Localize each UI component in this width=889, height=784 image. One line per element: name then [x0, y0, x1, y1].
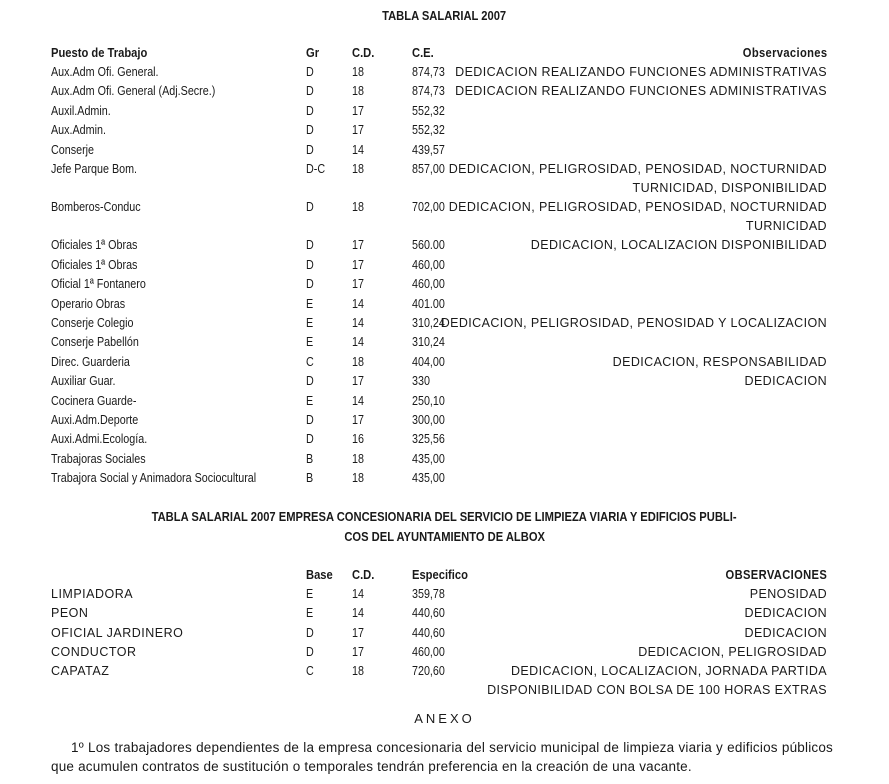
- cell-observaciones: DEDICACION REALIZANDO FUNCIONES ADMINISTRATIVAS: [455, 65, 827, 79]
- cell-puesto: CAPATAZ: [51, 664, 110, 679]
- cell-cd: 18: [352, 471, 364, 486]
- cell-observaciones: DEDICACION: [744, 374, 827, 389]
- table1-title: TABLA SALARIAL 2007: [382, 8, 507, 23]
- cell-grupo: D: [306, 413, 314, 427]
- cell-importe: 310,24: [412, 335, 445, 350]
- cell-grupo: D: [306, 277, 314, 292]
- cell-importe: 325,56: [412, 432, 445, 447]
- cell-grupo: D: [306, 625, 314, 640]
- cell-importe: 440,60: [412, 606, 445, 621]
- cell-cd: 18: [352, 354, 364, 369]
- cell-grupo: E: [306, 393, 314, 408]
- cell-importe: 330: [412, 374, 430, 389]
- cell-grupo: D: [306, 257, 314, 272]
- header-gr: Gr: [306, 45, 320, 60]
- table2-title-line1: TABLA SALARIAL 2007 EMPRESA CONCESIONARIA DEL SERVICIO DE LIMPIEZA VIARIA Y EDIFICIOS PUBLI-: [152, 509, 737, 524]
- table-row: [0, 200, 889, 234]
- cell-cd: 14: [352, 316, 364, 330]
- table-row: [0, 413, 889, 432]
- cell-grupo: E: [306, 296, 314, 311]
- cell-puesto: Auxi.Admi.Ecología.: [51, 432, 148, 447]
- table-row: [0, 645, 889, 664]
- cell-puesto: Jefe Parque Bom.: [51, 162, 138, 176]
- cell-observaciones: DEDICACION, LOCALIZACION DISPONIBILIDAD: [530, 238, 827, 253]
- table-row: [0, 394, 889, 413]
- cell-observaciones: DEDICACION, PELIGROSIDAD, PENOSIDAD, NOCTURNIDAD: [448, 162, 827, 176]
- cell-importe: 440,60: [412, 625, 445, 640]
- header-puesto: Puesto de Trabajo: [51, 45, 148, 60]
- header-ce: C.E.: [412, 45, 434, 60]
- table-row: [0, 65, 889, 84]
- table-row: [0, 587, 889, 606]
- table-row: [0, 471, 889, 490]
- cell-cd: 17: [352, 103, 364, 118]
- table2-header: [0, 567, 889, 586]
- cell-cd: 18: [352, 200, 364, 215]
- header-cd: C.D.: [352, 567, 375, 582]
- cell-cd: 17: [352, 644, 364, 659]
- cell-observaciones: PENOSIDAD: [749, 587, 827, 601]
- cell-observaciones: DEDICACION REALIZANDO FUNCIONES ADMINISTRATIVAS: [455, 84, 827, 99]
- cell-importe: 874,73: [412, 65, 445, 79]
- cell-grupo: D-C: [306, 162, 326, 176]
- cell-cd: 18: [352, 664, 364, 679]
- cell-puesto: Oficiales 1ª Obras: [51, 238, 138, 253]
- cell-grupo: D: [306, 200, 314, 215]
- cell-puesto: OFICIAL JARDINERO: [51, 625, 184, 640]
- cell-importe: 552,32: [412, 123, 445, 138]
- table-row: [0, 277, 889, 296]
- cell-importe: 435,00: [412, 471, 445, 486]
- table-row: [0, 297, 889, 316]
- cell-importe: 250,10: [412, 393, 445, 408]
- table-row: [0, 316, 889, 335]
- cell-cd: 14: [352, 606, 364, 621]
- cell-observaciones: DEDICACION, LOCALIZACION, JORNADA PARTIDA: [511, 664, 827, 679]
- cell-grupo: D: [306, 142, 314, 157]
- table-row: [0, 432, 889, 451]
- header-especifico: Especifico: [412, 567, 468, 582]
- cell-importe: 300,00: [412, 413, 445, 427]
- header-observaciones: Observaciones: [742, 45, 827, 60]
- cell-puesto: Aux.Adm Ofi. General (Adj.Secre.): [51, 84, 216, 99]
- cell-grupo: B: [306, 471, 314, 486]
- cell-importe: 560.00: [412, 238, 445, 253]
- cell-observaciones: DEDICACION, PELIGROSIDAD, PENOSIDAD, NOCTURNIDAD: [448, 200, 827, 215]
- cell-importe: 359,78: [412, 587, 445, 601]
- cell-cd: 17: [352, 374, 364, 389]
- cell-puesto: Aux.Admin.: [51, 123, 106, 138]
- cell-puesto: Trabajora Social y Animadora Sociocultural: [51, 471, 257, 486]
- cell-importe: 435,00: [412, 451, 445, 466]
- table-row: [0, 84, 889, 103]
- cell-cd: 18: [352, 65, 364, 79]
- cell-observaciones: DEDICACION, PELIGROSIDAD, PENOSIDAD Y LOCALIZACION: [440, 316, 827, 330]
- cell-importe: 460,00: [412, 257, 445, 272]
- cell-grupo: D: [306, 123, 314, 138]
- cell-grupo: D: [306, 65, 314, 79]
- table1-header: [0, 45, 889, 64]
- cell-puesto: Trabajoras Sociales: [51, 451, 146, 466]
- cell-grupo: D: [306, 432, 314, 447]
- cell-puesto: Auxil.Admin.: [51, 103, 111, 118]
- table-row: [0, 626, 889, 645]
- cell-importe: 857,00: [412, 162, 445, 176]
- cell-grupo: D: [306, 644, 314, 659]
- table-row: [0, 355, 889, 374]
- cell-cd: 14: [352, 142, 364, 157]
- cell-importe: 404,00: [412, 354, 445, 369]
- cell-puesto: Aux.Adm Ofi. General.: [51, 65, 159, 79]
- cell-grupo: E: [306, 606, 314, 621]
- table-row: [0, 104, 889, 123]
- cell-puesto: Conserje Pabellón: [51, 335, 139, 350]
- cell-importe: 401.00: [412, 296, 445, 311]
- cell-cd: 14: [352, 296, 364, 311]
- cell-observaciones: DEDICACION: [744, 606, 827, 621]
- cell-puesto: CONDUCTOR: [51, 644, 137, 659]
- cell-observaciones-cont: TURNICIDAD: [745, 219, 827, 234]
- cell-observaciones-cont: DISPONIBILIDAD CON BOLSA DE 100 HORAS EXTRAS: [487, 683, 827, 698]
- cell-cd: 14: [352, 587, 364, 601]
- table-row: [0, 335, 889, 354]
- table-row: [0, 606, 889, 625]
- cell-cd: 17: [352, 277, 364, 292]
- cell-importe: 702,00: [412, 200, 445, 215]
- table-row: [0, 374, 889, 393]
- cell-cd: 16: [352, 432, 364, 447]
- cell-cd: 17: [352, 123, 364, 138]
- anexo-paragraph: 1º Los trabajadores dependientes de la empresa concesionaria del servicio municipal de limpieza viaria y edificios públicos que acumulen contratos de sustitución o temporales tendrán preferencia en la creación de una vacante.: [51, 740, 833, 774]
- cell-grupo: B: [306, 451, 314, 466]
- cell-grupo: C: [306, 354, 314, 369]
- table-row: [0, 258, 889, 277]
- cell-puesto: Auxiliar Guar.: [51, 374, 116, 389]
- cell-observaciones: DEDICACION, PELIGROSIDAD: [638, 644, 827, 659]
- cell-grupo: E: [306, 587, 314, 601]
- anexo-heading: ANEXO: [414, 711, 475, 726]
- cell-importe: 552,32: [412, 103, 445, 118]
- cell-puesto: Oficial 1ª Fontanero: [51, 277, 146, 292]
- cell-cd: 17: [352, 238, 364, 253]
- cell-importe: 460,00: [412, 644, 445, 659]
- cell-importe: 310,24: [412, 316, 445, 330]
- table-row: [0, 143, 889, 162]
- cell-importe: 439,57: [412, 142, 445, 157]
- header-base: Base: [306, 567, 333, 582]
- cell-puesto: Cocinera Guarde-: [51, 393, 137, 408]
- cell-importe: 874,73: [412, 84, 445, 99]
- cell-grupo: E: [306, 316, 314, 330]
- cell-observaciones: DEDICACION, RESPONSABILIDAD: [612, 354, 827, 369]
- table-row: [0, 452, 889, 471]
- cell-puesto: LIMPIADORA: [51, 587, 134, 601]
- table-row: [0, 123, 889, 142]
- cell-puesto: Oficiales 1ª Obras: [51, 257, 138, 272]
- cell-importe: 460,00: [412, 277, 445, 292]
- cell-cd: 14: [352, 393, 364, 408]
- header-cd: C.D.: [352, 45, 375, 60]
- cell-importe: 720,60: [412, 664, 445, 679]
- table-row: [0, 162, 889, 195]
- cell-cd: 18: [352, 84, 364, 99]
- cell-cd: 18: [352, 162, 364, 176]
- cell-puesto: Auxi.Adm.Deporte: [51, 413, 139, 427]
- cell-observaciones: DEDICACION: [744, 625, 827, 640]
- cell-grupo: D: [306, 84, 314, 99]
- cell-observaciones-cont: TURNICIDAD, DISPONIBILIDAD: [632, 181, 827, 195]
- cell-cd: 18: [352, 451, 364, 466]
- cell-cd: 17: [352, 625, 364, 640]
- cell-puesto: Conserje: [51, 142, 95, 157]
- cell-puesto: PEON: [51, 606, 89, 621]
- cell-cd: 17: [352, 413, 364, 427]
- cell-puesto: Direc. Guarderia: [51, 354, 130, 369]
- cell-cd: 14: [352, 335, 364, 350]
- cell-grupo: D: [306, 374, 314, 389]
- table2-title-line2: COS DEL AYUNTAMIENTO DE ALBOX: [344, 529, 545, 544]
- cell-cd: 17: [352, 257, 364, 272]
- cell-grupo: E: [306, 335, 314, 350]
- table-row: [0, 238, 889, 257]
- cell-grupo: D: [306, 103, 314, 118]
- cell-grupo: D: [306, 238, 314, 253]
- table-row: [0, 664, 889, 698]
- cell-puesto: Bomberos-Conduc: [51, 200, 141, 215]
- cell-puesto: Operario Obras: [51, 296, 126, 311]
- cell-grupo: C: [306, 664, 314, 679]
- cell-puesto: Conserje Colegio: [51, 316, 134, 330]
- header-observaciones: OBSERVACIONES: [725, 567, 827, 582]
